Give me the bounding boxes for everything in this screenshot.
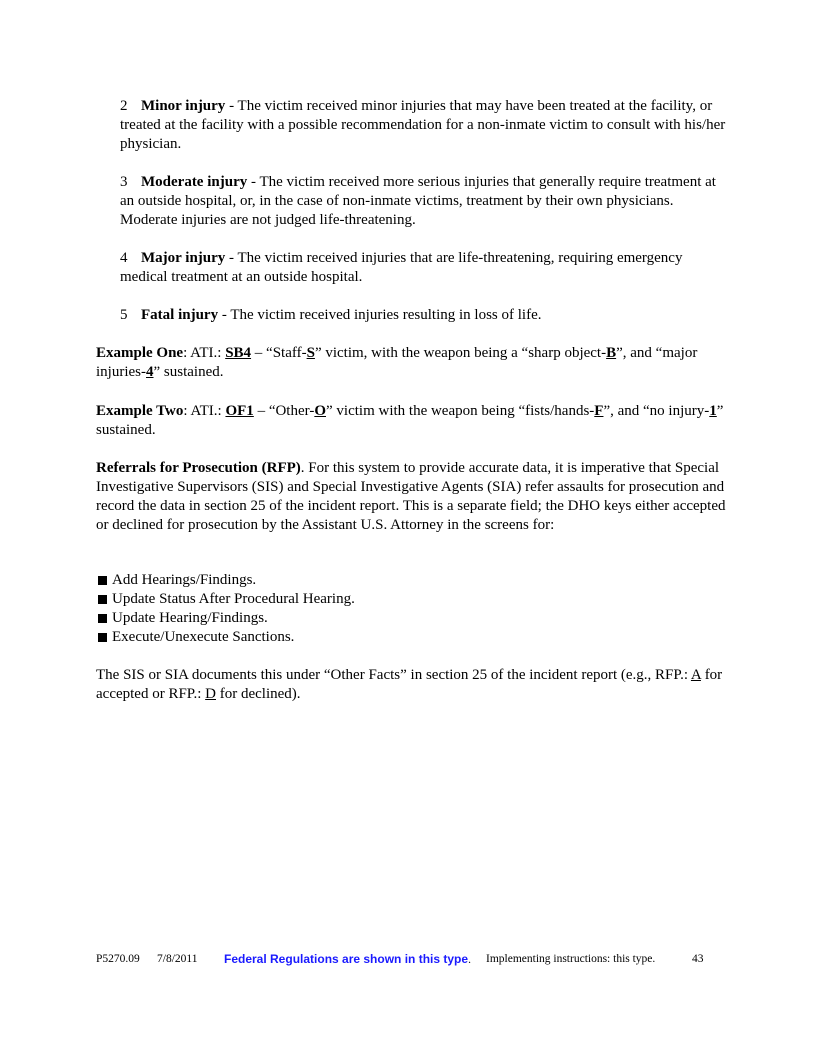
item-term: Major injury <box>141 250 226 266</box>
item-number: 5 <box>120 307 128 323</box>
doc-date: 7/8/2011 <box>157 953 198 965</box>
item-term: Fatal injury <box>141 307 219 323</box>
example-code: SB4 <box>225 345 252 361</box>
rfp-heading: Referrals for Prosecution (RFP) <box>96 460 301 476</box>
federal-regulations-note: Federal Regulations are shown in this type <box>224 952 469 966</box>
example-text: ”, and “no injury- <box>603 403 710 419</box>
injury-item-fatal <box>120 306 730 325</box>
injury-item-minor <box>120 97 730 154</box>
example-prefix: : ATI.: <box>183 403 226 419</box>
item-term: Moderate injury <box>141 174 248 190</box>
closing-text: The SIS or SIA documents this under “Other Facts” in section 25 of the incident report (e.g., RFP.: <box>96 667 691 683</box>
item-number: 2 <box>120 98 128 114</box>
item-term: Minor injury <box>141 98 226 114</box>
closing-text: for accepted or RFP.: <box>96 667 723 702</box>
example-text: ” sustained. <box>153 364 224 380</box>
item-text: - The victim received injuries that are life-threatening, requiring emergency medical treatment at an outside hospital. <box>120 250 683 285</box>
list-item <box>96 571 355 590</box>
square-bullet-icon <box>98 633 107 642</box>
code-declined: D <box>205 686 216 702</box>
list-item-label: Execute/Unexecute Sanctions. <box>112 629 295 645</box>
square-bullet-icon <box>98 614 107 623</box>
example-label: Example Two <box>96 403 184 419</box>
example-key: O <box>314 403 326 419</box>
implementing-note: Implementing instructions: this type. <box>486 953 656 965</box>
example-text: – “Other- <box>253 403 315 419</box>
list-item <box>96 609 355 628</box>
item-text: - The victim received minor injuries that may have been treated at the facility, or treated at the facility with a possible recommendation for a non-inmate victim to consult with his/her physician. <box>120 98 726 152</box>
screen-list <box>96 571 355 647</box>
example-code: OF1 <box>225 403 254 419</box>
example-key: F <box>594 403 604 419</box>
list-item-label: Update Status After Procedural Hearing. <box>112 591 355 607</box>
list-item <box>96 590 355 609</box>
example-text: ”, and “major injuries- <box>96 345 698 380</box>
page-number: 43 <box>692 953 704 965</box>
example-text: ” sustained. <box>96 403 724 438</box>
footer-period: . <box>468 954 471 966</box>
example-key: 4 <box>146 364 154 380</box>
code-accepted: A <box>690 667 701 683</box>
closing-paragraph <box>96 666 730 704</box>
example-text: ” victim, with the weapon being a “sharp object- <box>314 345 607 361</box>
example-text: – “Staff- <box>251 345 307 361</box>
item-text: - The victim received more serious injuries that generally require treatment at an outside hospital, or, in the case of non-inmate victims, treatment by their own physicians. Moderate injuries are not judged life-threatening. <box>120 174 716 228</box>
doc-number: P5270.09 <box>96 953 140 965</box>
example-one <box>96 344 730 382</box>
square-bullet-icon <box>98 595 107 604</box>
rfp-text: . For this system to provide accurate data, it is imperative that Special Investigative Supervisors (SIS) and Special Investigative Agents (SIA) refer assaults for prosecution and record the data in section 25 of the incident report. This is a separate field; the DHO keys either accepted or declined for prosecution by the Assistant U.S. Attorney in the screens for: <box>96 460 726 533</box>
example-two <box>96 402 730 440</box>
list-item <box>96 628 355 647</box>
example-text: ” victim with the weapon being “fists/hands- <box>326 403 595 419</box>
square-bullet-icon <box>98 576 107 585</box>
item-text: - The victim received injuries resulting in loss of life. <box>218 307 542 323</box>
example-key: 1 <box>709 403 717 419</box>
example-key: S <box>306 345 315 361</box>
example-prefix: : ATI.: <box>183 345 226 361</box>
list-item-label: Update Hearing/Findings. <box>112 610 268 626</box>
example-label: Example One <box>96 345 184 361</box>
example-key: B <box>606 345 617 361</box>
closing-text: for declined). <box>216 686 301 702</box>
item-number: 3 <box>120 174 128 190</box>
item-number: 4 <box>120 250 128 266</box>
list-item-label: Add Hearings/Findings. <box>112 572 257 588</box>
injury-item-moderate <box>120 173 730 230</box>
rfp-paragraph <box>96 459 730 535</box>
injury-item-major <box>120 249 730 287</box>
